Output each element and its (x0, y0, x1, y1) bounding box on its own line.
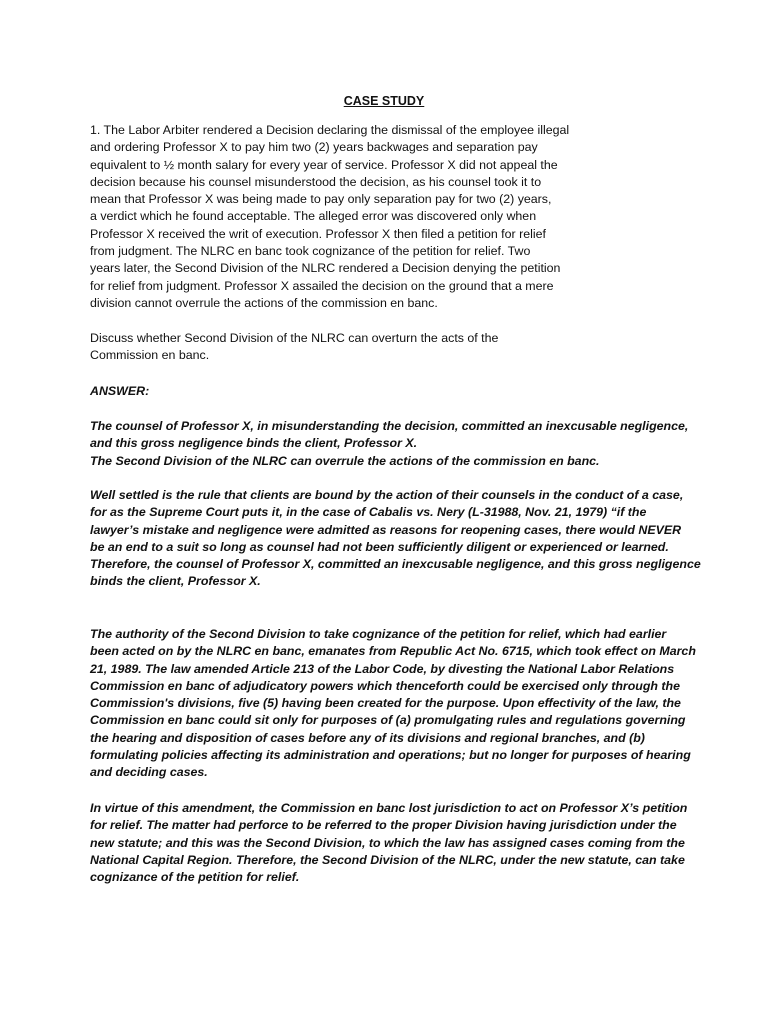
question-line: Professor X received the writ of execution. Professor X then filed a petition for relief (90, 226, 546, 241)
question-paragraph (90, 122, 690, 312)
answer-line: The counsel of Professor X, in misunderstanding the decision, committed an inexcusable negligence, (90, 419, 689, 433)
question-line: for relief from judgment. Professor X assailed the decision on the ground that a mere (90, 278, 554, 293)
discuss-paragraph (90, 330, 690, 365)
answer-line: formulating policies affecting its administration and operations; but no longer for purposes of hearing (90, 748, 691, 763)
answer-line: for as the Supreme Court puts it, in the case of Cabalis vs. Nery (L-31988, Nov. 21, 1979) “if the (90, 505, 647, 520)
answer-line: Therefore, the counsel of Professor X, committed an inexcusable negligence, and this gross negligence (90, 557, 701, 572)
question-line: years later, the Second Division of the NLRC rendered a Decision denying the petition (90, 261, 561, 276)
answer-line: and this gross negligence binds the client, Professor X. (90, 436, 418, 451)
answer-line: cognizance of the petition for relief. (90, 870, 300, 885)
question-line: 1. The Labor Arbiter rendered a Decision declaring the dismissal of the employee illegal (90, 123, 570, 137)
question-line: decision because his counsel misunderstood the decision, as his counsel took it to (90, 174, 542, 189)
answer-line: for relief. The matter had perforce to be referred to the proper Division having jurisdiction under the (90, 818, 677, 833)
answer-line: Commission's divisions, five (5) having been created for the purpose. Upon effectivity of the law, the (90, 696, 681, 711)
answer-line: Commission en banc of adjudicatory powers which thenceforth could be exercised only through the (90, 678, 681, 693)
question-line: equivalent to ½ month salary for every year of service. Professor X did not appeal the (90, 157, 558, 172)
answer-line: be an end to a suit so long as counsel had not been sufficiently diligent or experienced or learned. (90, 539, 669, 554)
answer-line: In virtue of this amendment, the Commission en banc lost jurisdiction to act on Professor X’s petition (90, 801, 688, 815)
answer-line: and deciding cases. (90, 765, 208, 780)
discuss-line: Discuss whether Second Division of the NLRC can overturn the acts of the (90, 331, 499, 345)
answer-paragraph-4 (90, 800, 690, 886)
answer-line: Commission en banc could sit only for purposes of (a) promulgating rules and regulations governing (90, 713, 686, 728)
question-line: division cannot overrule the actions of the commission en banc. (90, 295, 438, 310)
answer-paragraph-2 (90, 487, 701, 591)
answer-line: The Second Division of the NLRC can overrule the actions of the commission en banc. (90, 453, 600, 468)
answer-line: Well settled is the rule that clients are bound by the action of their counsels in the conduct of a case, (90, 488, 684, 502)
answer-paragraph-3 (90, 626, 696, 782)
question-line: and ordering Professor X to pay him two (2) years backwages and separation pay (90, 140, 538, 155)
question-line: mean that Professor X was being made to pay only separation pay for two (2) years, (90, 192, 552, 207)
answer-line: National Capital Region. Therefore, the Second Division of the NLRC, under the new statute, can take (90, 852, 685, 867)
answer-line: new statute; and this was the Second Division, to which the law has assigned cases coming from the (90, 835, 685, 850)
question-line: a verdict which he found acceptable. The alleged error was discovered only when (90, 209, 537, 224)
answer-line: the hearing and disposition of cases before any of its divisions and regional branches, and (b) (90, 730, 645, 745)
answer-label: ANSWER: (90, 384, 150, 398)
answer-line: 21, 1989. The law amended Article 213 of the Labor Code, by divesting the National Labor Relations (90, 661, 675, 676)
answer-line: binds the client, Professor X. (90, 574, 261, 589)
answer-line: lawyer’s mistake and negligence were admitted as reasons for reopening cases, there would NEVER (90, 522, 682, 537)
discuss-line: Commission en banc. (90, 348, 210, 363)
answer-line: The authority of the Second Division to take cognizance of the petition for relief, which had earlier (90, 627, 667, 641)
answer-line: been acted on by the NLRC en banc, emanates from Republic Act No. 6715, which took effect on March (90, 644, 696, 659)
answer-paragraph-1 (90, 418, 690, 470)
document-title: CASE STUDY (343, 94, 425, 108)
question-line: from judgment. The NLRC en banc took cognizance of the petition for relief. Two (90, 244, 531, 259)
